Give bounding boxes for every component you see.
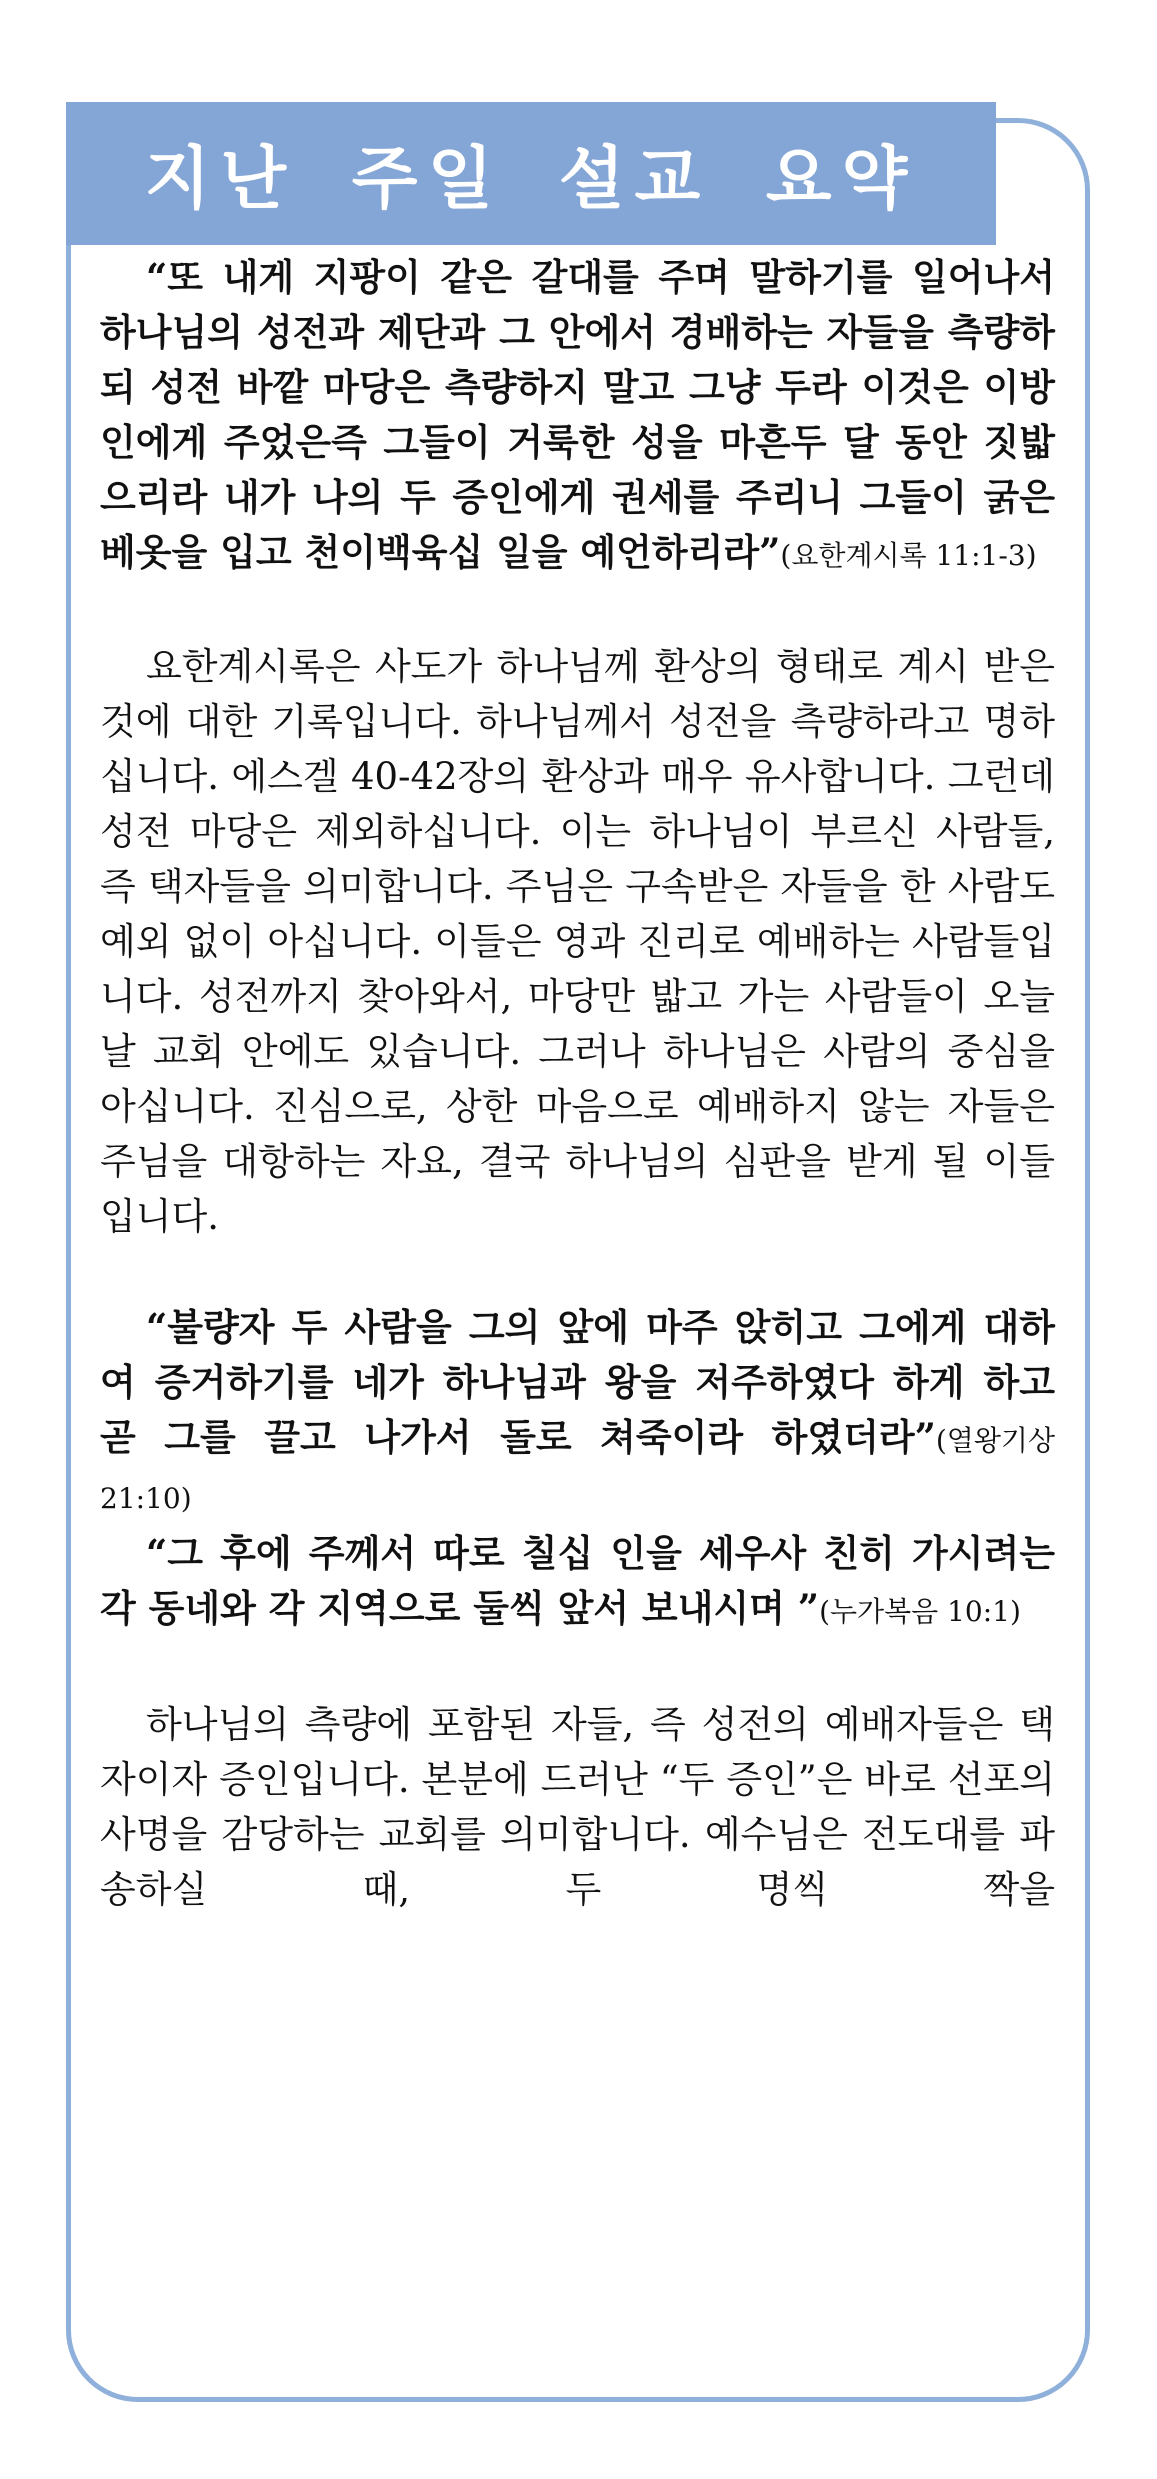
title-bar (66, 102, 996, 245)
quote-text: “그 후에 주께서 따로 칠십 인을 세우사 친히 가시려는 각 동네와 각 지역으로 둘씩 앞서 보내시며 ” (100, 1531, 1055, 1630)
quote-text: “또 내게 지팡이 같은 갈대를 주며 말하기를 일어나서 하나님의 성전과 제단과 그 안에서 경배하는 자들을 측량하되 성전 바깥 마당은 측량하지 말고 그냥 두라 이것은 이방인에게 주었은즉 그들이 거룩한 성을 마흔두 달 동안 짓밟으리라 내가 나의 두 증인에게 권세를 주리니 그들이 굵은 베옷을 입고 천이백육십 일을 예언하리라” (100, 255, 1055, 574)
page-title: 지난 주일 설교 요약 (144, 140, 918, 219)
scripture-reference: (열왕기상 21:10) (100, 1424, 1055, 1515)
sermon-paragraph: 요한계시록은 사도가 하나님께 환상의 형태로 계시 받은 것에 대한 기록입니다. 하나님께서 성전을 측량하라고 명하십니다. 에스겔 40-42장의 환상과 매우 유사합니다. 그런데 성전 마당은 제외하십니다. 이는 하나님이 부르신 사람들, 즉 택자들을 의미합니다. 주님은 구속받은 자들을 한 사람도 예외 없이 아십니다. 이들은 영과 진리로 예배하는 사람들입니다. 성전까지 찾아와서, 마당만 밟고 가는 사람들이 오늘날 교회 안에도 있습니다. 그러나 하나님은 사람의 중심을 아십니다. 진심으로, 상한 마음으로 예배하지 않는 자들은 주님을 대항하는 자요, 결국 하나님의 심판을 받게 될 이들입니다. (100, 645, 1055, 1238)
scripture-reference: (누가복음 10:1) (819, 1595, 1021, 1628)
scripture-reference: (요한계시록 11:1-3) (780, 539, 1037, 572)
sermon-content (100, 250, 1055, 1917)
scripture-quote-revelation (100, 250, 1055, 583)
sermon-paragraph: 하나님의 측량에 포함된 자들, 즉 성전의 예배자들은 택자이자 증인입니다. 본분에 드러난 “두 증인”은 바로 선포의 사명을 감당하는 교회를 의미합니다. 예수님은 전도대를 파송하실 때, 두 명씩 짝을 (100, 1703, 1055, 1911)
quote-text: “불량자 두 사람을 그의 앞에 마주 앉히고 그에게 대하여 증거하기를 네가 하나님과 왕을 저주하였다 하게 하고 곧 그를 끌고 나가서 돌로 쳐죽이라 하였더라” (100, 1305, 1055, 1459)
scripture-quote-luke (100, 1526, 1055, 1639)
scripture-quote-kings (100, 1300, 1055, 1526)
